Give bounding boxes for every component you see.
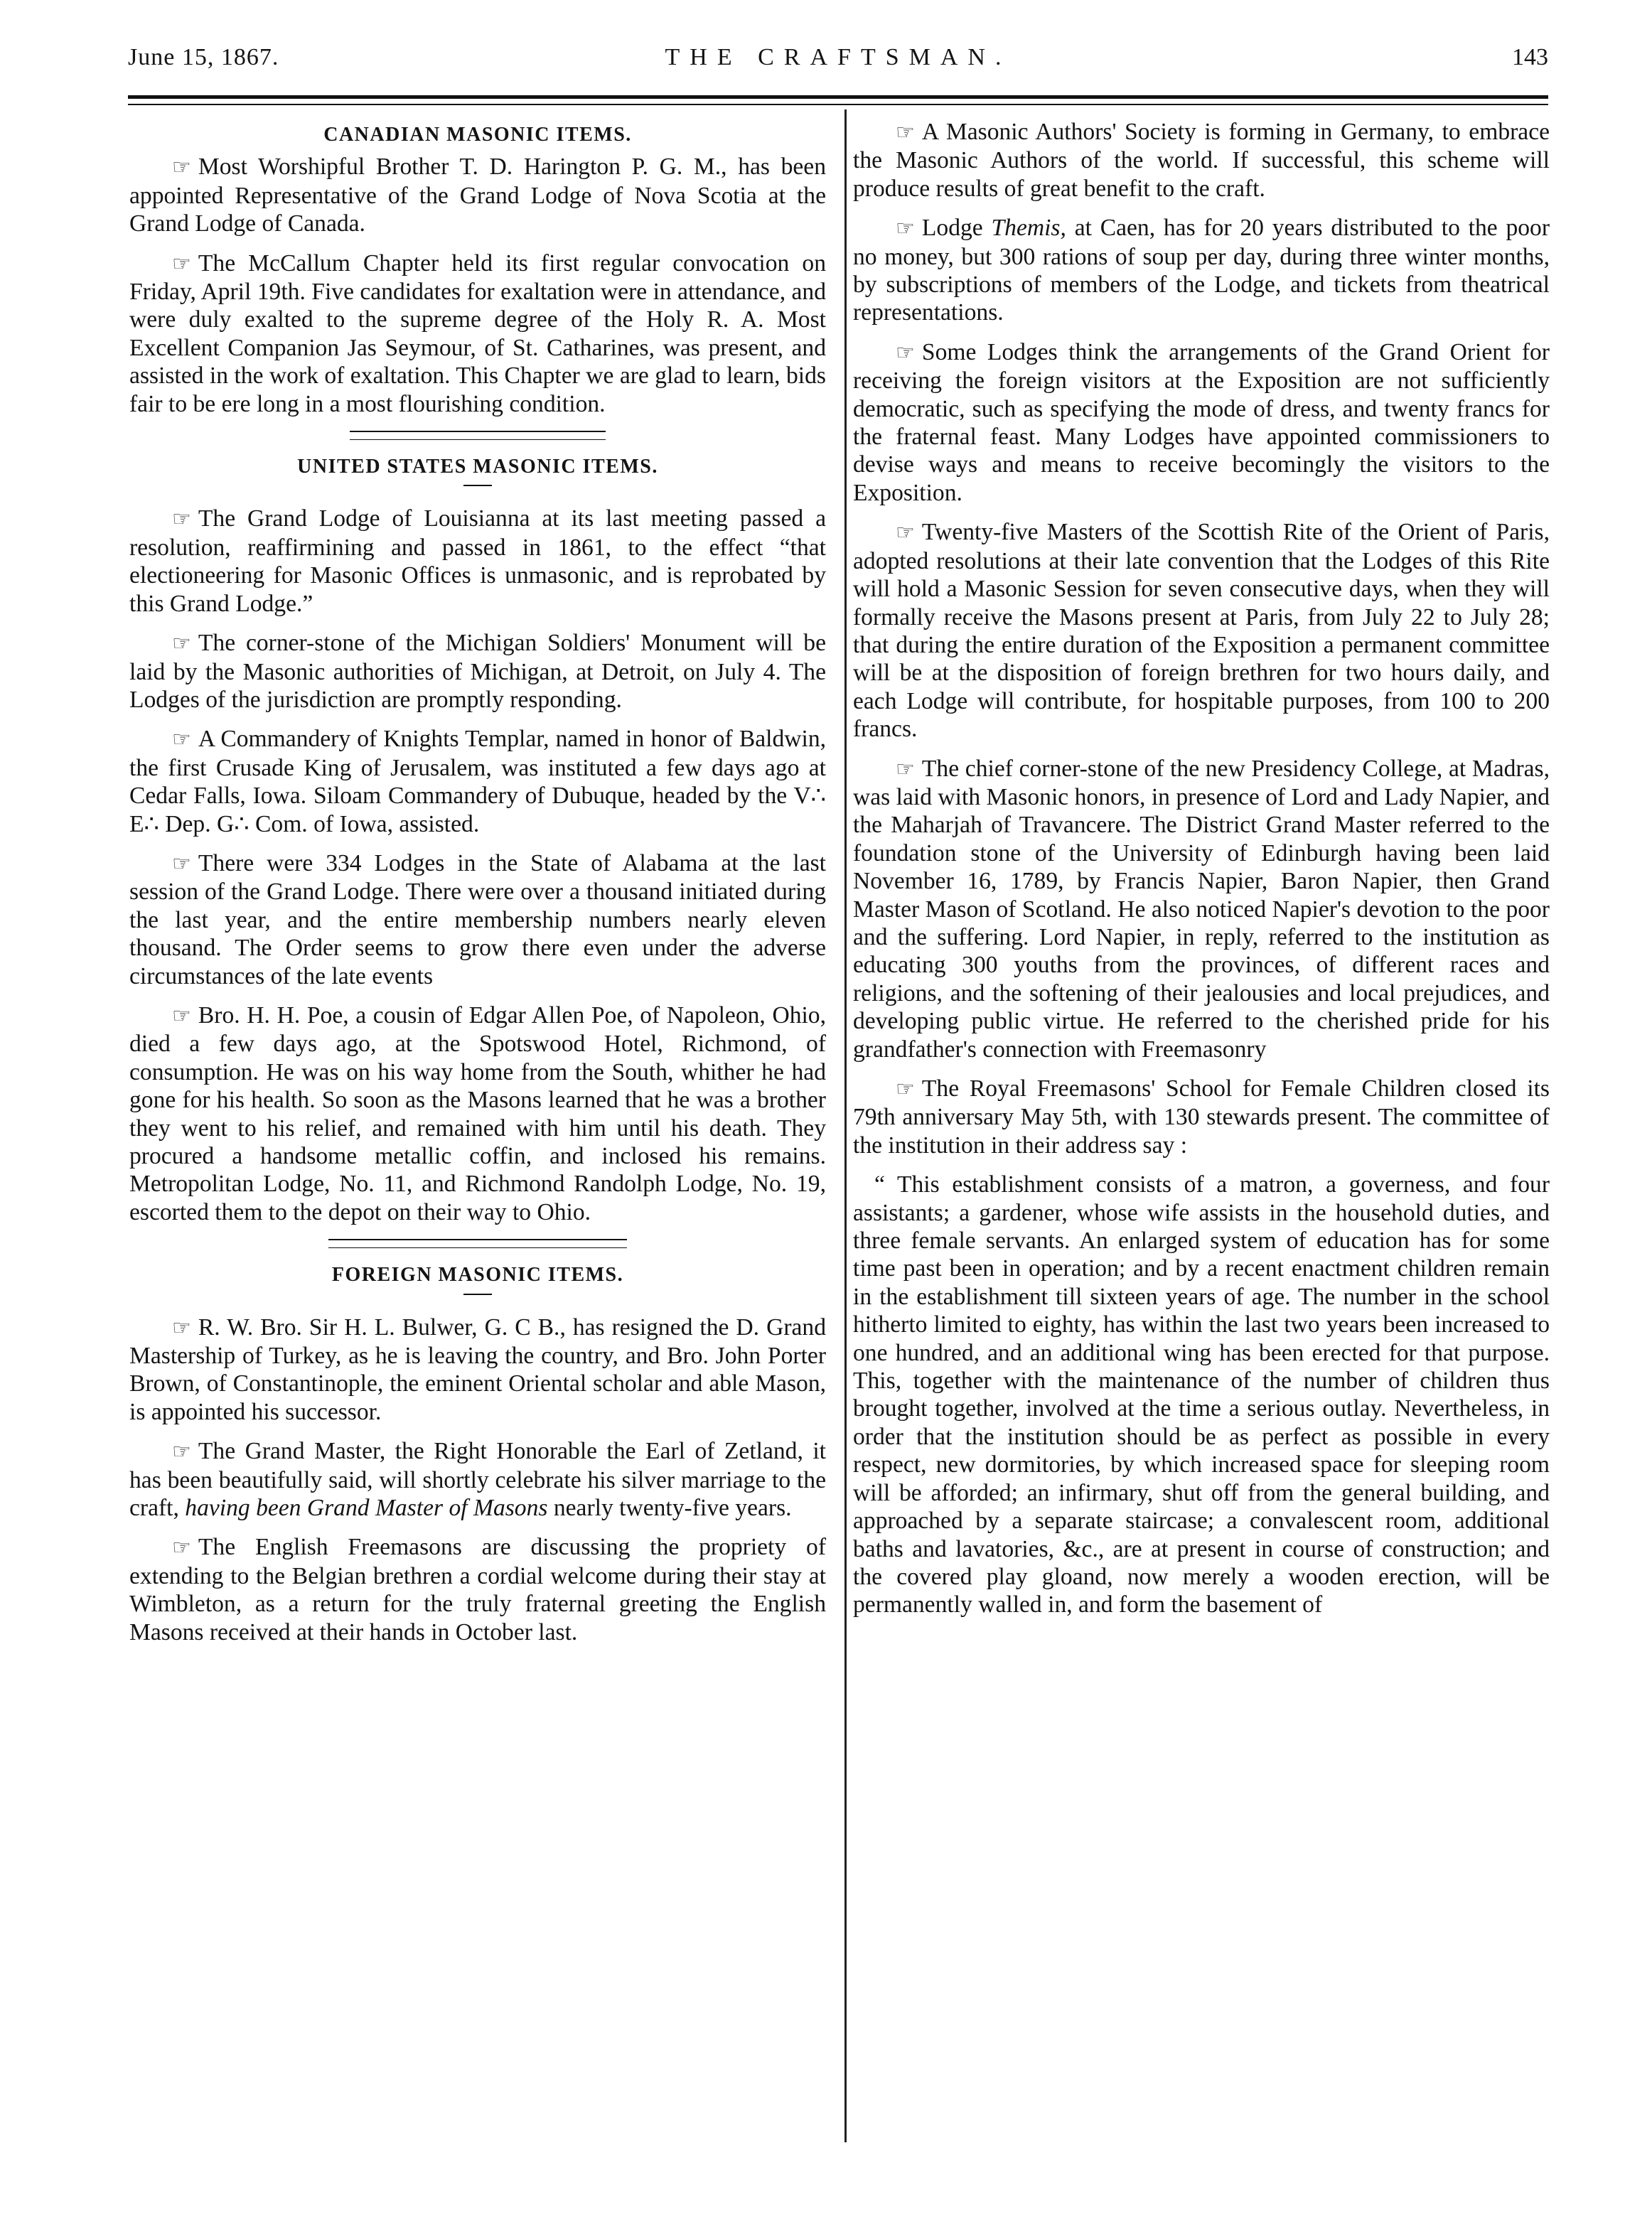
paragraph-text: There were 334 Lodges in the State of Alabama at the last session of the Grand Lodge. There were over a thousand initiated during the last year, and the entire membership numbers nearly eleven thousand. The Order seems to grow there even under the adverse circumstances of the late events: [129, 849, 826, 989]
pointing-hand-icon: ☞: [896, 1078, 915, 1101]
paragraph-foreign-3: [129, 1533, 826, 1646]
paragraph-text: nearly twenty-five years.: [547, 1495, 792, 1522]
section-heading-united-states: UNITED STATES MASONIC ITEMS.: [297, 456, 658, 478]
paragraph-text: The corner-stone of the Michigan Soldiers' Monument will be laid by the Masonic authorities of Michigan, at Detroit, on July 4. The Lodges of the jurisdiction are promptly responding.: [129, 630, 826, 713]
paragraph-lodge-themis: [853, 214, 1550, 327]
paragraph-us-2: [129, 629, 826, 714]
paragraph-text: The McCallum Chapter held its first regular convocation on Friday, April 19th. Five candidates for exaltation were in attendance, and were duly exalted to the supreme degree of the Holy R. A. Most Excellent Companion Jas Seymour, of St. Catharines, was present, and assisted in the work of exaltation. This Chapter we are glad to learn, bids fair to be ere long in a most flourishing condition.: [129, 249, 826, 417]
journal-title: THE CRAFTSMAN.: [665, 44, 1012, 70]
running-head: [128, 44, 1548, 82]
heading-dash: [463, 485, 492, 486]
pointing-hand-icon: ☞: [172, 728, 191, 752]
paragraph-madras-college: [853, 755, 1550, 1063]
paragraph-text: The Grand Lodge of Louisianna at its last meeting passed a resolution, reaffirmining and passed in 1861, to the effect “that electioneering for Masonic Offices is unmasonic, and is reprobated by this Grand Lodge.”: [129, 505, 826, 617]
paragraph-foreign-2: [129, 1437, 826, 1522]
paragraph-foreign-1: [129, 1314, 826, 1427]
pointing-hand-icon: ☞: [172, 1316, 191, 1340]
column-divider: [844, 109, 847, 2142]
paragraph-quoted-address: “ This establishment consists of a matron, a governess, and four assistants; a gardener, whose wife assists in the household duties, and three female servants. An enlarged system of education has for some time past been in operation; and by a recent enactment children remain in the establishment till sixteen years of age. The number in the school hitherto limited to eighty, has within the last two years been increased to one hundred, and an additional wing has been erected for that purpose. This, together with the maintenance of the number of children thus brought together, involved at the time a serious outlay. Nevertheless, in order that the institution should be as perfect as possible in every respect, new dormitories, by which increased space for sleeping room will be afforded; an infirmary, shut off from the general building, and approached by a separate staircase; a convalescent room, additional baths and lavatories, &c., are at present in course of construction; and the covered play gloand, now merely a wooden erection, will be permanently walled in, and form the basement of: [853, 1171, 1550, 1618]
paragraph-text: Some Lodges think the arrangements of the Grand Orient for receiving the foreign visitors at the Exposition are not sufficiently democratic, such as specifying the mode of dress, and twenty francs for the fraternal feast. Many Lodges have appointed commissioners to devise ways and means to receive becomingly the visitors to the Exposition.: [853, 338, 1550, 506]
section-heading-foreign: FOREIGN MASONIC ITEMS.: [331, 1264, 624, 1287]
pointing-hand-icon: ☞: [896, 340, 915, 365]
pointing-hand-icon: ☞: [172, 1536, 191, 1560]
header-rule-thin: [128, 104, 1548, 105]
paragraph-text: R. W. Bro. Sir H. L. Bulwer, G. C B., has resigned the D. Grand Mastership of Turkey, as he is leaving the country, and Bro. John Porter Brown, of Constantinople, the eminent Oriental scholar and able Mason, is appointed his successor.: [129, 1314, 826, 1425]
paragraph-grand-orient: [853, 338, 1550, 507]
paragraph-text: Bro. H. H. Poe, a cousin of Edgar Allen Poe, of Napoleon, Ohio, died a few days ago, at the Spotswood Hotel, Richmond, of consumption. He was on his way home from the South, whither he had gone for his health. So soon as the Masons learned that he was a brother they went to his relief, and remained with him until his death. They procured a handsome metallic coffin, and inclosed his remains. Metropolitan Lodge, No. 11, and Richmond Randolph Lodge, No. 19, escorted them to the depot on their way to Ohio.: [129, 1001, 826, 1225]
issue-date: June 15, 1867.: [128, 44, 279, 70]
heading-dash: [463, 1294, 492, 1295]
pointing-hand-icon: ☞: [896, 121, 915, 144]
italic-text: Themis,: [991, 215, 1066, 242]
paragraph-text: Lodge: [921, 215, 992, 242]
paragraph-text: Twenty-five Masters of the Scottish Rite of the Orient of Paris, adopted resolutions at their late convention that the Lodges of this Rite will hold a Masonic Session for seven consecutive days, when they will formally receive the Masons present at Paris, from July 22 to July 28; that during the entire duration of the Exposition a permanent committee will be at the disposition of foreign brethren for two hours daily, and each Lodge will contribute, for hospitable purposes, from 100 to 200 francs.: [853, 519, 1550, 743]
left-column: [129, 118, 826, 1658]
paragraph-us-1: [129, 505, 826, 618]
pointing-hand-icon: ☞: [172, 508, 191, 532]
pointing-hand-icon: ☞: [896, 521, 915, 545]
paragraph-text: A Commandery of Knights Templar, named in honor of Baldwin, the first Crusade King of Jerusalem, was instituted a few days ago at Cedar Falls, Iowa. Siloam Commandery of Dubuque, headed by the V∴ E∴ Dep. G∴ Com. of Iowa, assisted.: [129, 726, 826, 837]
paragraph-us-5: [129, 1001, 826, 1226]
paragraph-text: The Grand Master, the Right Honorable the Earl of Zetland, it has been beautifully said, will shortly celebrate his silver marriage to the craft,: [129, 1438, 826, 1522]
pointing-hand-icon: ☞: [172, 632, 191, 656]
paragraph-us-3: [129, 725, 826, 838]
pointing-hand-icon: ☞: [172, 1440, 191, 1464]
paragraph-text: A Masonic Authors' Society is forming in Germany, to embrace the Masonic Authors of the world. If successful, this scheme will produce results of great benefit to the craft.: [853, 119, 1550, 202]
pointing-hand-icon: ☞: [896, 757, 915, 781]
pointing-hand-icon: ☞: [172, 1004, 191, 1028]
paragraph-canadian-2: [129, 249, 826, 418]
pointing-hand-icon: ☞: [896, 217, 915, 241]
italic-text: having been Grand Master of Masons: [185, 1495, 548, 1522]
section-divider-rules: [328, 1239, 627, 1248]
right-column: [853, 118, 1550, 1631]
paragraph-text: The Royal Freemasons' School for Female Children closed its 79th anniversary May 5th, with 130 stewards present. The committee of the institution in their address say :: [853, 1075, 1550, 1159]
pointing-hand-icon: ☞: [172, 156, 191, 180]
paragraph-text: at Caen, has for 20 years distributed to the poor no money, but 300 rations of soup per day, during three winter months, by subscriptions of members of the Lodge, and tickets from theatrical representations.: [853, 215, 1550, 326]
section-divider-rules: [350, 431, 606, 440]
paragraph-canadian-1: [129, 153, 826, 237]
section-heading-canadian: CANADIAN MASONIC ITEMS.: [323, 124, 632, 146]
paragraph-text: Most Worshipful Brother T. D. Harington P. G. M., has been appointed Representative of the Grand Lodge of Nova Scotia at the Grand Lodge of Canada.: [129, 154, 826, 237]
paragraph-authors-society: [853, 118, 1550, 203]
paragraph-royal-school: [853, 1075, 1550, 1159]
pointing-hand-icon: ☞: [172, 252, 191, 276]
page-number: 143: [1512, 44, 1548, 70]
paragraph-scottish-rite: [853, 518, 1550, 743]
paragraph-us-4: [129, 849, 826, 990]
paragraph-text: The chief corner-stone of the new Presidency College, at Madras, was laid with Masonic honors, in presence of Lord and Lady Napier, and the Maharjah of Travancere. The District Grand Master referred to the foundation stone of the University of Edinburgh having been laid November 16, 1789, by Francis Napier, Baron Napier, then Grand Master Mason of Scotland. He also noticed Napier's devotion to the poor and the suffering. Lord Napier, in reply, referred to the institution as educating 300 youths from the provinces, of different races and religions, and the softening of their jealousies and local prejudices, and developing public virtue. He referred to the cherished pride for his grandfather's connection with Freemasonry: [853, 755, 1550, 1063]
pointing-hand-icon: ☞: [172, 852, 191, 876]
paragraph-text: The English Freemasons are discussing the propriety of extending to the Belgian brethren a cordial welcome during their stay at Wimbleton, as a return for the truly fraternal greeting the English Masons received at their hands in October last.: [129, 1534, 826, 1645]
header-rule-thick: [128, 95, 1548, 99]
